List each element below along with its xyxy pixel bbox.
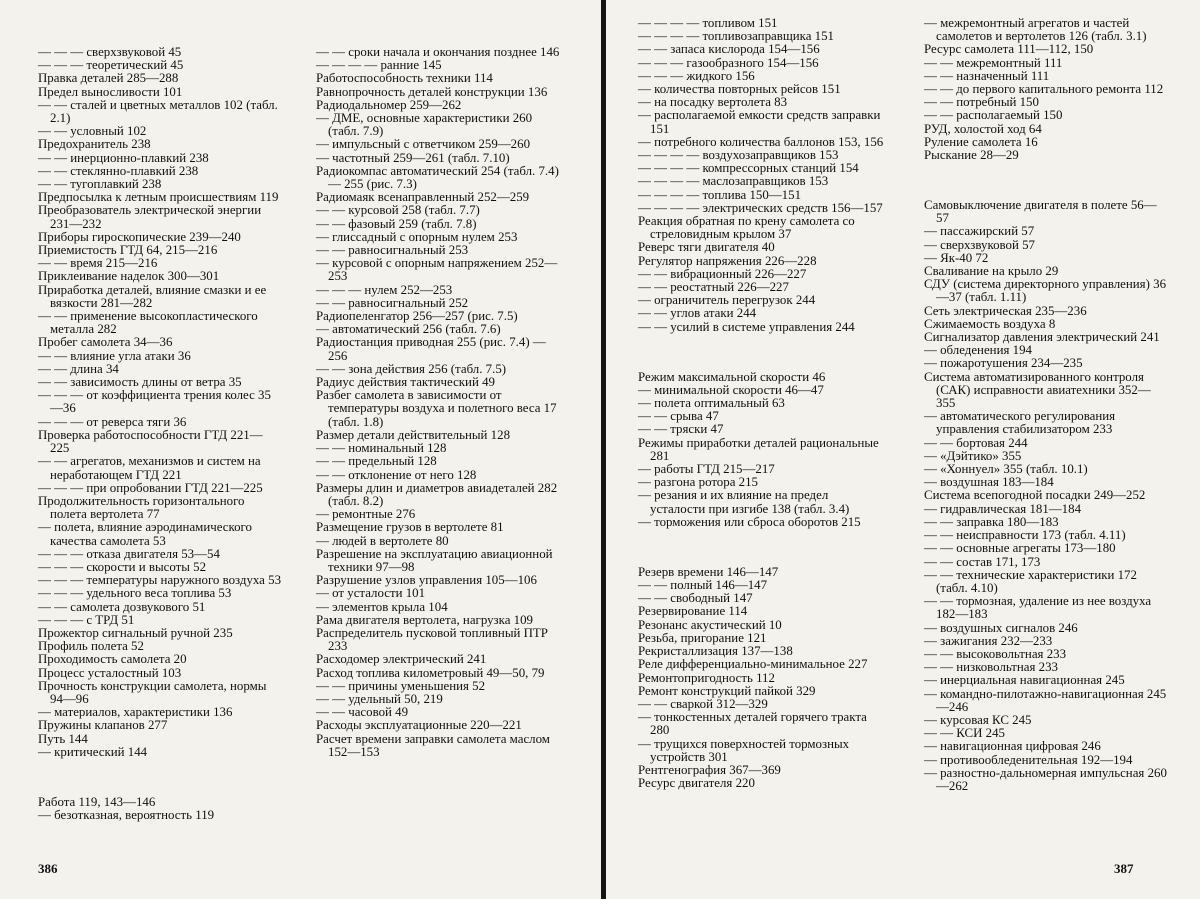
index-entry: — — — отказа двигателя 53—54 [38, 546, 220, 561]
index-entry: — гидравлическая 181—184 [924, 501, 1082, 516]
index-entry: Реакция обратная по крену самолета со стреловидным крылом 37 [638, 214, 855, 242]
index-entry: — — тряски 47 [638, 422, 724, 437]
page-number-left: 386 [38, 861, 58, 876]
index-entry: — — сталей и цветных металлов 102 (табл. 2.1) [38, 97, 278, 126]
index-entry: Рекристаллизация 137—138 [638, 644, 793, 659]
index-entry: — — — теоретический 45 [38, 58, 184, 73]
index-entry: — тонкостенных деталей горячего тракта 280 [638, 710, 867, 738]
index-entry: — — запаса кислорода 154—156 [638, 42, 820, 57]
index-entry: — курсовой с опорным напряжением 252—253 [316, 256, 558, 284]
index-entry: Рентгенография 367—369 [638, 762, 781, 777]
index-entry: — — длина 34 [38, 361, 119, 376]
index-entry: Радиодальномер 259—262 [316, 97, 462, 112]
index-entry: — — сроки начала и окончания позднее 146 [316, 45, 560, 59]
index-entry: — — курсовой 258 (табл. 7.7) [316, 203, 480, 218]
index-entry: — — сваркой 312—329 [638, 696, 768, 711]
index-entry: — — — сверхзвуковой 45 [38, 45, 182, 59]
index-entry: Радиостанция приводная 255 (рис. 7.4) — 256 [316, 335, 546, 363]
index-entry: Правка деталей 285—288 [38, 71, 179, 86]
index-entry: — ремонтные 276 [316, 507, 416, 522]
index-entry: — — применение высокопластического металла 282 [38, 309, 258, 337]
index-entry: — автоматического регулирования управления стабилизатором 233 [924, 409, 1116, 437]
index-entry: — — основные агрегаты 173—180 [924, 541, 1116, 556]
index-entry: — — отклонение от него 128 [316, 467, 477, 482]
index-entry: Радиопеленгатор 256—257 (рис. 7.5) [316, 309, 518, 324]
index-column-2 [316, 46, 561, 759]
index-entry: — — — — компрессорных станций 154 [638, 161, 859, 176]
index-entry: Рама двигателя вертолета, нагрузка 109 [316, 612, 533, 627]
index-entry: — — зона действия 256 (табл. 7.5) [316, 361, 507, 376]
index-entry: — — низковольтная 233 [924, 660, 1059, 675]
index-entry: Пробег самолета 34—36 [38, 335, 173, 350]
index-entry: Работа 119, 143—146 [38, 794, 156, 809]
index-entry: — — срыва 47 [638, 409, 719, 424]
index-entry: — полета оптимальный 63 [638, 396, 785, 411]
index-entry: Размер детали действительный 128 [316, 427, 511, 442]
index-entry: — ДМЕ, основные характеристики 260 (табл. 7.9) [316, 111, 533, 139]
index-entry: Сигнализатор давления электрический 241 [924, 330, 1160, 345]
index-entry: — материалов, характеристики 136 [38, 705, 233, 720]
index-column-4 [924, 17, 1169, 793]
index-entry: — — условный 102 [38, 124, 147, 139]
index-entry: — — — — топливозаправщика 151 [638, 29, 835, 44]
index-column-1 [38, 46, 281, 822]
index-entry: — элементов крыла 104 [316, 599, 448, 614]
index-entry: — — полный 146—147 [638, 578, 768, 593]
index-entry: — сверхзвуковой 57 [924, 237, 1035, 252]
right-page [606, 0, 1200, 899]
index-entry: Путь 144 [38, 731, 88, 746]
index-entry: — — вибрационный 226—227 [638, 266, 807, 281]
index-entry: Расходомер электрический 241 [316, 652, 487, 667]
index-entry: Размеры длин и диаметров авиадеталей 282 (табл. 8.2) [316, 480, 558, 508]
index-entry: Предохранитель 238 [38, 137, 151, 152]
index-entry: — «Хоннуел» 355 (табл. 10.1) [924, 462, 1088, 477]
index-entry: — — — с ТРД 51 [38, 612, 135, 627]
index-entry: — навигационная цифровая 246 [924, 739, 1101, 754]
index-entry: Предел выносливости 101 [38, 84, 183, 99]
index-entry: Режим максимальной скорости 46 [638, 369, 826, 384]
index-entry: — — тормозная, удаление из нее воздуха 182—183 [924, 594, 1152, 622]
index-entry: — — удельный 50, 219 [316, 691, 443, 706]
index-entry: — — — — воздухозаправщиков 153 [638, 148, 839, 163]
index-entry: — количества повторных рейсов 151 [638, 82, 841, 97]
index-entry: — — заправка 180—183 [924, 514, 1059, 529]
index-entry: — — — — топливом 151 [638, 16, 778, 30]
index-entry: — минимальной скорости 46—47 [638, 382, 824, 397]
index-entry: Расходы эксплуатационные 220—221 [316, 718, 522, 733]
index-entry: Система автоматизированного контроля (САК) исправности авиатехники 352—355 [924, 369, 1151, 411]
index-entry: Радиомаяк всенаправленный 252—259 [316, 190, 530, 205]
index-entry: — — неисправности 173 (табл. 4.11) [924, 528, 1126, 543]
entry-group-gap [924, 175, 1169, 186]
index-entry: — потребного количества баллонов 153, 156 [638, 134, 884, 149]
index-entry: Сеть электрическая 235—236 [924, 303, 1087, 318]
index-entry: — — межремонтный 111 [924, 55, 1063, 70]
index-entry: — инерциальная навигационная 245 [924, 673, 1125, 688]
page-number-right: 387 [1114, 861, 1134, 876]
index-entry: — — влияние угла атаки 36 [38, 348, 191, 363]
index-entry: Преобразователь электрической энергии 231—232 [38, 203, 262, 231]
index-entry: Пружины клапанов 277 [38, 718, 168, 733]
index-entry: Распределитель пусковой топливный ПТР 233 [316, 625, 548, 654]
index-entry: Реверс тяги двигателя 40 [638, 240, 775, 255]
index-entry: Разбег самолета в зависимости от температуры воздуха и полетного веса 17 (табл. 1.8) [316, 388, 557, 429]
index-entry: — — — от реверса тяги 36 [38, 414, 187, 429]
index-entry: — — свободный 147 [638, 591, 753, 606]
index-entry: Регулятор напряжения 226—228 [638, 253, 817, 268]
index-entry: — — время 215—216 [38, 256, 158, 271]
index-entry: — располагаемой емкости средств заправки 151 [638, 108, 881, 136]
index-entry: Самовыключение двигателя в полете 56—57 [924, 198, 1157, 226]
index-entry: — — до первого капитального ремонта 112 [924, 82, 1164, 97]
index-entry: Радиокомпас автоматический 254 (табл. 7.4) — 255 (рис. 7.3) [316, 163, 559, 192]
index-entry: Размещение грузов в вертолете 81 [316, 520, 504, 535]
entry-group-gap [638, 347, 886, 358]
index-entry: Прочность конструкции самолета, нормы 94—96 [38, 678, 267, 706]
index-entry: Работоспособность техники 114 [316, 71, 493, 86]
index-entry: — — номинальный 128 [316, 441, 447, 456]
index-entry: — пожаротушения 234—235 [924, 356, 1083, 371]
index-entry: — — КСИ 245 [924, 726, 1005, 741]
index-entry: Разрушение узлов управления 105—106 [316, 573, 537, 588]
index-entry: — — — температуры наружного воздуха 53 [38, 573, 282, 588]
index-entry: — межремонтный агрегатов и частей самолетов и вертолетов 126 (табл. 3.1) [924, 16, 1147, 44]
index-entry: — — самолета дозвукового 51 [38, 599, 206, 614]
index-entry: — — бортовая 244 [924, 435, 1028, 450]
index-entry: — зажигания 232—233 [924, 633, 1053, 648]
index-entry: — — фазовый 259 (табл. 7.8) [316, 216, 477, 231]
index-entry: Проходимость самолета 20 [38, 652, 187, 667]
index-entry: — безотказная, вероятность 119 [38, 807, 215, 822]
index-entry: — курсовая КС 245 [924, 712, 1032, 727]
index-entry: — — — газообразного 154—156 [638, 55, 819, 70]
index-entry: — — — от коэффициента трения колес 35—36 [38, 388, 271, 416]
index-entry: — людей в вертолете 80 [316, 533, 449, 548]
index-entry: — «Дэйтико» 355 [924, 448, 1022, 463]
index-entry: Руление самолета 16 [924, 134, 1038, 149]
index-entry: Разрешение на эксплуатацию авиационной техники 97—98 [316, 546, 553, 574]
index-entry: Резьба, пригорание 121 [638, 630, 767, 645]
index-entry: — — причины уменьшения 52 [316, 678, 486, 693]
index-entry: РУД, холостой ход 64 [924, 121, 1042, 136]
entry-group-gap [38, 772, 281, 783]
index-entry: Приработка деталей, влияние смазки и ее вязкости 281—282 [38, 282, 267, 310]
index-entry: Проверка работоспособности ГТД 221—225 [38, 427, 263, 456]
index-entry: — — равносигнальный 253 [316, 243, 469, 258]
index-entry: Режимы приработки деталей рациональные 281 [638, 435, 879, 463]
index-entry: Резервирование 114 [638, 604, 748, 619]
index-entry: — — инерционно-плавкий 238 [38, 150, 209, 165]
index-entry: Реле дифференциально-минимальное 227 [638, 657, 868, 672]
index-entry: — — высоковольтная 233 [924, 646, 1067, 661]
index-entry: — воздушных сигналов 246 [924, 620, 1078, 635]
index-entry: — — — — маслозаправщиков 153 [638, 174, 829, 189]
index-entry: — — — — ранние 145 [316, 58, 442, 73]
index-entry: СДУ (система директорного управления) 36—37 (табл. 1.11) [924, 277, 1167, 305]
entry-group-gap [638, 542, 886, 553]
index-entry: — разгона ротора 215 [638, 475, 758, 490]
index-entry: Профиль полета 52 [38, 639, 144, 654]
index-entry: Процесс усталостный 103 [38, 665, 182, 680]
index-entry: — торможения или сброса оборотов 215 [638, 514, 861, 529]
index-entry: — воздушная 183—184 [924, 475, 1054, 490]
index-entry: Ремонт конструкций пайкой 329 [638, 683, 816, 698]
index-entry: — разностно-дальномерная импульсная 260—262 [924, 765, 1167, 793]
index-entry: Резерв времени 146—147 [638, 564, 779, 579]
index-entry: — — зависимость длины от ветра 35 [38, 375, 242, 390]
index-entry: — Як-40 72 [924, 250, 989, 265]
index-entry: — ограничитель перегрузок 244 [638, 293, 816, 308]
index-entry: — — углов атаки 244 [638, 306, 757, 321]
index-entry: — — равносигнальный 252 [316, 295, 469, 310]
index-entry: — — тугоплавкий 238 [38, 177, 162, 192]
index-entry: Ресурс двигателя 220 [638, 776, 755, 791]
index-entry: Предпосылка к летным происшествиям 119 [38, 190, 279, 205]
index-entry: — резания и их влияние на предел усталости при изгибе 138 (табл. 3.4) [638, 488, 850, 516]
index-entry: Ресурс самолета 111—112, 150 [924, 42, 1094, 57]
index-entry: Сжимаемость воздуха 8 [924, 316, 1056, 331]
index-entry: — — усилий в системе управления 244 [638, 319, 855, 334]
index-entry: — — часовой 49 [316, 705, 409, 720]
index-entry: — — располагаемый 150 [924, 108, 1063, 123]
index-entry: — глиссадный с опорным нулем 253 [316, 229, 518, 244]
index-entry: — противообледенительная 192—194 [924, 752, 1133, 767]
index-entry: Ремонтопригодность 112 [638, 670, 775, 685]
index-entry: — — агрегатов, механизмов и систем на неработающем ГТД 221 [38, 454, 261, 482]
index-entry: Рыскание 28—29 [924, 148, 1019, 163]
index-entry: — — предельный 128 [316, 454, 437, 469]
index-entry: — — технические характеристики 172 (табл. 4.10) [924, 567, 1137, 595]
index-entry: — — — скорости и высоты 52 [38, 559, 207, 574]
index-entry: — — — нулем 252—253 [316, 282, 453, 297]
index-entry: — — потребный 150 [924, 95, 1039, 110]
index-entry: Радиус действия тактический 49 [316, 375, 495, 390]
index-entry: — критический 144 [38, 744, 148, 759]
index-entry: — — — — топлива 150—151 [638, 187, 802, 202]
index-entry: Равнопрочность деталей конструкции 136 [316, 84, 548, 99]
index-entry: — от усталости 101 [316, 586, 426, 601]
index-entry: Продолжительность горизонтального полета вертолета 77 [38, 493, 245, 522]
index-entry: — частотный 259—261 (табл. 7.10) [316, 150, 510, 165]
index-entry: — автоматический 256 (табл. 7.6) [316, 322, 501, 337]
index-entry: Система всепогодной посадки 249—252 [924, 488, 1146, 503]
index-column-3 [638, 17, 886, 790]
index-entry: — обледенения 194 [924, 343, 1032, 358]
index-entry: — импульсный с ответчиком 259—260 [316, 137, 531, 152]
index-entry: — пассажирский 57 [924, 224, 1035, 239]
index-entry: — — реостатный 226—227 [638, 280, 789, 295]
index-entry: — трущихся поверхностей тормозных устройств 301 [638, 736, 850, 764]
index-entry: — — назначенный 111 [924, 68, 1050, 83]
index-entry: — — — — электрических средств 156—157 [638, 200, 883, 215]
index-entry: — — — удельного веса топлива 53 [38, 586, 232, 601]
index-entry: Приклеивание наделок 300—301 [38, 269, 220, 284]
index-entry: Приемистость ГТД 64, 215—216 [38, 243, 218, 258]
index-entry: Сваливание на крыло 29 [924, 264, 1059, 279]
index-entry: — командно-пилотажно-навигационная 245—246 [924, 686, 1167, 714]
index-entry: — — стеклянно-плавкий 238 [38, 163, 199, 178]
index-entry: Расход топлива километровый 49—50, 79 [316, 665, 545, 680]
index-entry: — работы ГТД 215—217 [638, 462, 775, 477]
index-entry: Расчет времени заправки самолета маслом 152—153 [316, 731, 550, 759]
index-entry: — — — при опробовании ГТД 221—225 [38, 480, 263, 495]
index-entry: — — состав 171, 173 [924, 554, 1041, 569]
index-entry: — на посадку вертолета 83 [638, 95, 788, 110]
index-entry: Прожектор сигнальный ручной 235 [38, 625, 233, 640]
index-entry: — — — жидкого 156 [638, 68, 755, 83]
index-entry: — полета, влияние аэродинамического качества самолета 53 [38, 520, 252, 548]
index-entry: Приборы гироскопические 239—240 [38, 229, 241, 244]
index-entry: Резонанс акустический 10 [638, 617, 782, 632]
